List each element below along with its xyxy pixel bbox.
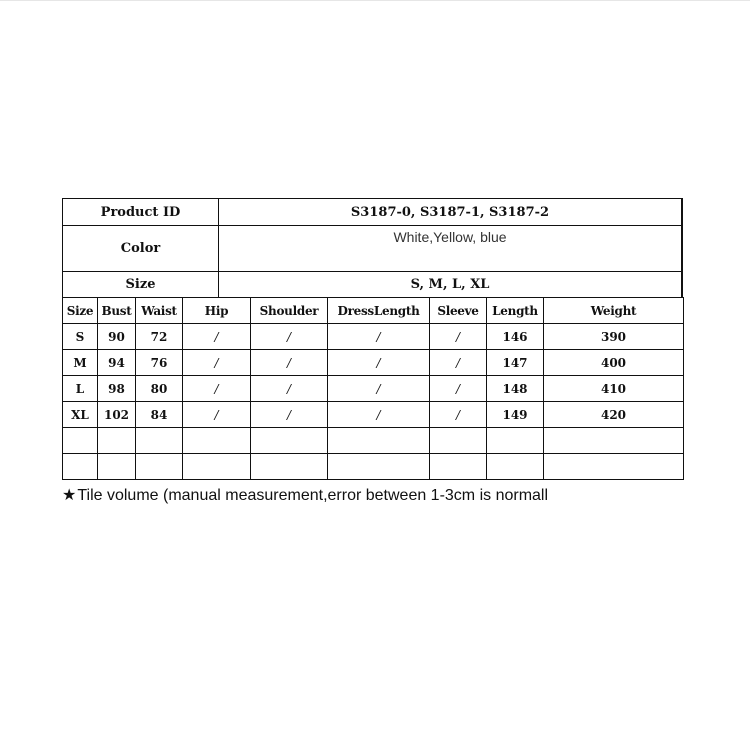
empty-cell (487, 428, 544, 454)
empty-table-row (63, 454, 684, 480)
empty-cell (63, 454, 98, 480)
empty-cell (63, 428, 98, 454)
color-label: Color (63, 226, 219, 272)
table-cell: / (328, 350, 430, 376)
star-icon: ★ (62, 487, 77, 504)
column-header: Waist (136, 298, 183, 324)
product-id-value: S3187-0, S3187-1, S3187-2 (219, 199, 683, 226)
table-cell: / (430, 350, 487, 376)
note-text: Tile volume (manual measurement,error between 1-3cm is normall (77, 487, 549, 504)
table-cell: 80 (136, 376, 183, 402)
color-row (63, 226, 683, 272)
empty-cell (487, 454, 544, 480)
table-cell: XL (63, 402, 98, 428)
column-header: Weight (544, 298, 684, 324)
table-cell: / (183, 376, 251, 402)
column-header: Size (63, 298, 98, 324)
table-cell: / (430, 324, 487, 350)
empty-cell (430, 454, 487, 480)
empty-cell (251, 454, 328, 480)
table-row (63, 376, 684, 402)
column-header: Shoulder (251, 298, 328, 324)
table-cell: / (430, 402, 487, 428)
table-cell: / (430, 376, 487, 402)
empty-cell (136, 454, 183, 480)
table-header-row (63, 298, 684, 324)
column-header: DressLength (328, 298, 430, 324)
table-cell: 94 (98, 350, 136, 376)
table-cell: S (63, 324, 98, 350)
measurement-table (62, 297, 684, 480)
table-cell: 148 (487, 376, 544, 402)
table-cell: 400 (544, 350, 684, 376)
size-row (63, 272, 683, 298)
column-header: Sleeve (430, 298, 487, 324)
table-cell: 420 (544, 402, 684, 428)
empty-cell (251, 428, 328, 454)
empty-cell (544, 454, 684, 480)
size-label: Size (63, 272, 219, 298)
product-id-row (63, 199, 683, 226)
table-cell: / (251, 376, 328, 402)
empty-cell (430, 428, 487, 454)
table-cell: 102 (98, 402, 136, 428)
empty-cell (183, 428, 251, 454)
table-cell: / (251, 402, 328, 428)
column-header: Bust (98, 298, 136, 324)
empty-cell (98, 454, 136, 480)
table-cell: M (63, 350, 98, 376)
table-cell: 98 (98, 376, 136, 402)
empty-cell (183, 454, 251, 480)
empty-cell (328, 454, 430, 480)
table-cell: 84 (136, 402, 183, 428)
table-cell: 149 (487, 402, 544, 428)
table-row (63, 402, 684, 428)
table-cell: 147 (487, 350, 544, 376)
empty-cell (328, 428, 430, 454)
table-row (63, 350, 684, 376)
column-header: Hip (183, 298, 251, 324)
table-cell: 72 (136, 324, 183, 350)
table-cell: / (183, 402, 251, 428)
product-id-label: Product ID (63, 199, 219, 226)
table-cell: / (251, 324, 328, 350)
color-value: White,Yellow, blue (219, 226, 683, 272)
empty-table-row (63, 428, 684, 454)
table-cell: L (63, 376, 98, 402)
measurement-note (62, 485, 702, 505)
table-cell: 76 (136, 350, 183, 376)
table-cell: / (251, 350, 328, 376)
empty-cell (544, 428, 684, 454)
table-cell: / (183, 350, 251, 376)
column-header: Length (487, 298, 544, 324)
table-cell: 90 (98, 324, 136, 350)
empty-cell (98, 428, 136, 454)
size-value: S, M, L, XL (219, 272, 683, 298)
product-info-table (62, 198, 683, 298)
table-cell: / (328, 402, 430, 428)
table-cell: 146 (487, 324, 544, 350)
table-cell: 390 (544, 324, 684, 350)
table-cell: / (328, 324, 430, 350)
empty-cell (136, 428, 183, 454)
table-row (63, 324, 684, 350)
table-cell: / (328, 376, 430, 402)
table-cell: 410 (544, 376, 684, 402)
table-cell: / (183, 324, 251, 350)
